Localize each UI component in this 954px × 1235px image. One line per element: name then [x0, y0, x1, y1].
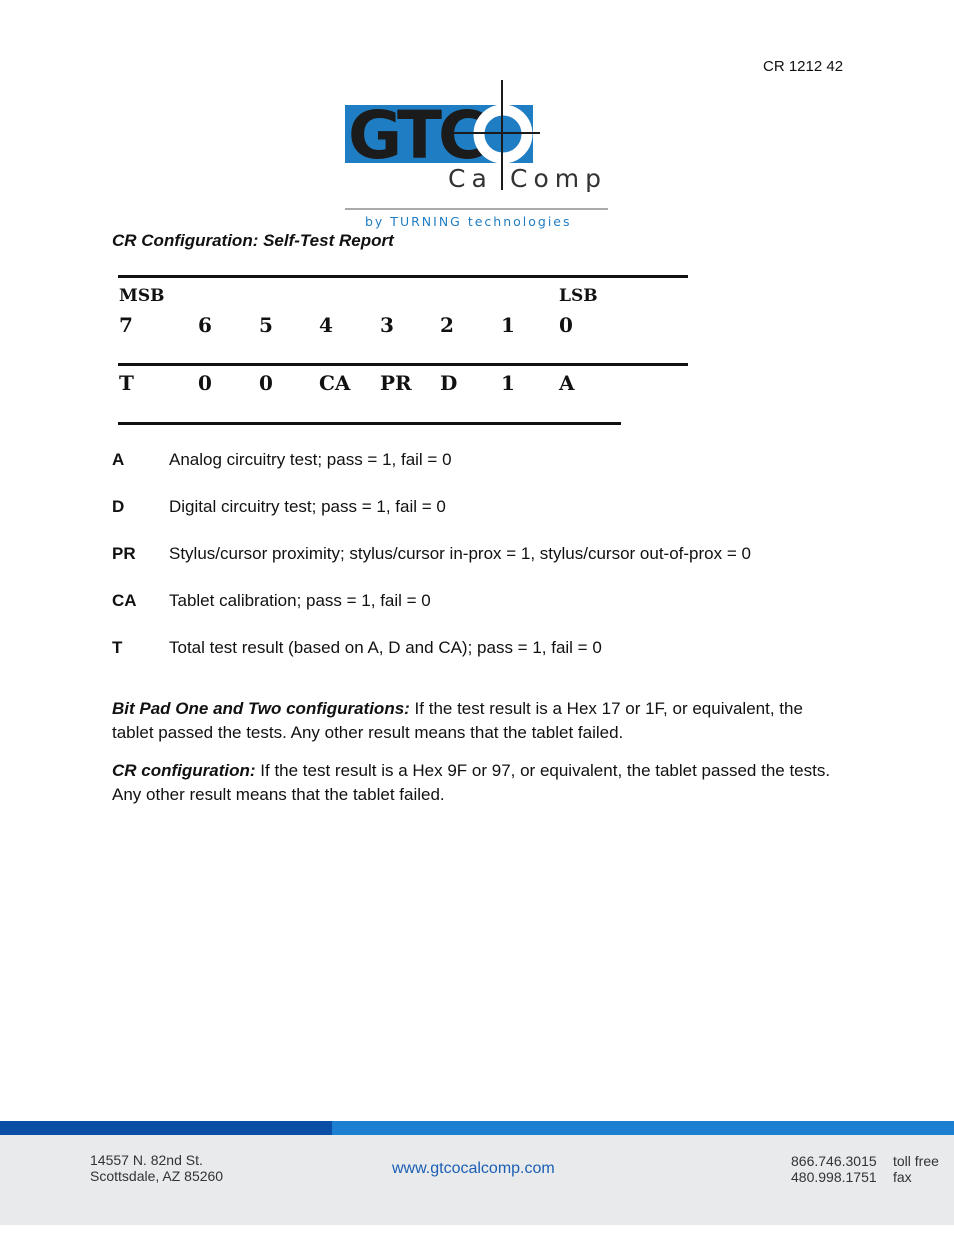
bit-number-1: 1: [501, 313, 515, 337]
svg-text:Ca: Ca: [448, 164, 493, 193]
definition-text: Tablet calibration; pass = 1, fail = 0: [169, 591, 431, 610]
bit-value-4: CA: [319, 371, 351, 395]
website-link[interactable]: www.gtcocalcomp.com: [392, 1160, 555, 1177]
footer-phone-numbers: [791, 1153, 877, 1185]
table-bottom-rule: [118, 422, 621, 425]
definition-text: Total test result (based on A, D and CA); pass = 1, fail = 0: [169, 638, 602, 657]
address-line-2: Scottsdale, AZ 85260: [90, 1168, 224, 1184]
definition-list: [112, 448, 852, 683]
note-text: If the test result is a Hex 17 or 1F, or equivalent, the tablet passed the tests. Any other result means that the tablet failed.: [112, 699, 803, 742]
bit-value-7: T: [119, 371, 134, 395]
toll-free-number: 866.746.3015: [791, 1153, 877, 1169]
footer-accent-bar-dark: [0, 1121, 332, 1135]
footer: [0, 1135, 954, 1225]
bit-number-0: 0: [559, 313, 573, 337]
definition-item: [112, 495, 852, 542]
definition-term: A: [112, 450, 125, 469]
bit-number-4: 4: [319, 313, 333, 337]
bit-number-6: 6: [198, 313, 212, 337]
definition-text: Analog circuitry test; pass = 1, fail = 0: [169, 450, 452, 469]
definition-item: [112, 542, 852, 589]
svg-text:by TURNING technologies: by TURNING technologies: [365, 214, 572, 229]
document-id: CR 1212 42: [763, 58, 844, 75]
fax-label: fax: [893, 1169, 912, 1185]
definition-text: Digital circuitry test; pass = 1, fail = 0: [169, 497, 446, 516]
footer-phone-labels: [893, 1153, 939, 1185]
logo-graphic: [340, 78, 615, 230]
bit-table: [112, 270, 692, 430]
bit-value-5: 0: [259, 371, 273, 395]
definition-term: D: [112, 497, 125, 516]
bit-value-1: 1: [501, 371, 515, 395]
bit-value-6: 0: [198, 371, 212, 395]
bit-pad-note: [112, 697, 842, 745]
definition-text: Stylus/cursor proximity; stylus/cursor in-prox = 1, stylus/cursor out-of-prox = 0: [169, 544, 751, 563]
definition-term: T: [112, 638, 123, 657]
bit-value-2: D: [440, 371, 458, 395]
bit-number-3: 3: [380, 313, 394, 337]
bit-number-5: 5: [259, 313, 273, 337]
definition-item: [112, 448, 852, 495]
note-label: CR configuration:: [112, 761, 256, 780]
table-middle-rule: [118, 363, 688, 366]
bit-value-3: PR: [380, 371, 412, 395]
svg-text:Comp: Comp: [510, 164, 607, 193]
note-label: Bit Pad One and Two configurations:: [112, 699, 410, 718]
address-line-1: 14557 N. 82nd St.: [90, 1152, 203, 1168]
definition-term: PR: [112, 544, 136, 563]
cr-config-note: [112, 759, 842, 807]
gtco-calcomp-logo: [340, 78, 615, 230]
footer-address: [90, 1152, 223, 1184]
fax-number: 480.998.1751: [791, 1169, 877, 1185]
svg-text:GTC: GTC: [348, 97, 483, 174]
definition-item: [112, 636, 852, 683]
section-title: CR Configuration: Self-Test Report: [112, 231, 394, 250]
bit-value-0: A: [559, 371, 575, 395]
bit-number-2: 2: [440, 313, 454, 337]
lsb-label: LSB: [559, 286, 598, 306]
note-text: If the test result is a Hex 9F or 97, or equivalent, the tablet passed the tests. Any other result means that the tablet failed.: [112, 761, 831, 804]
msb-label: MSB: [119, 286, 165, 306]
bit-number-7: 7: [119, 313, 133, 337]
toll-free-label: toll free: [893, 1153, 939, 1169]
footer-accent-bar-light: [332, 1121, 954, 1135]
table-top-rule: [118, 275, 688, 278]
definition-item: [112, 589, 852, 636]
definition-term: CA: [112, 591, 137, 610]
